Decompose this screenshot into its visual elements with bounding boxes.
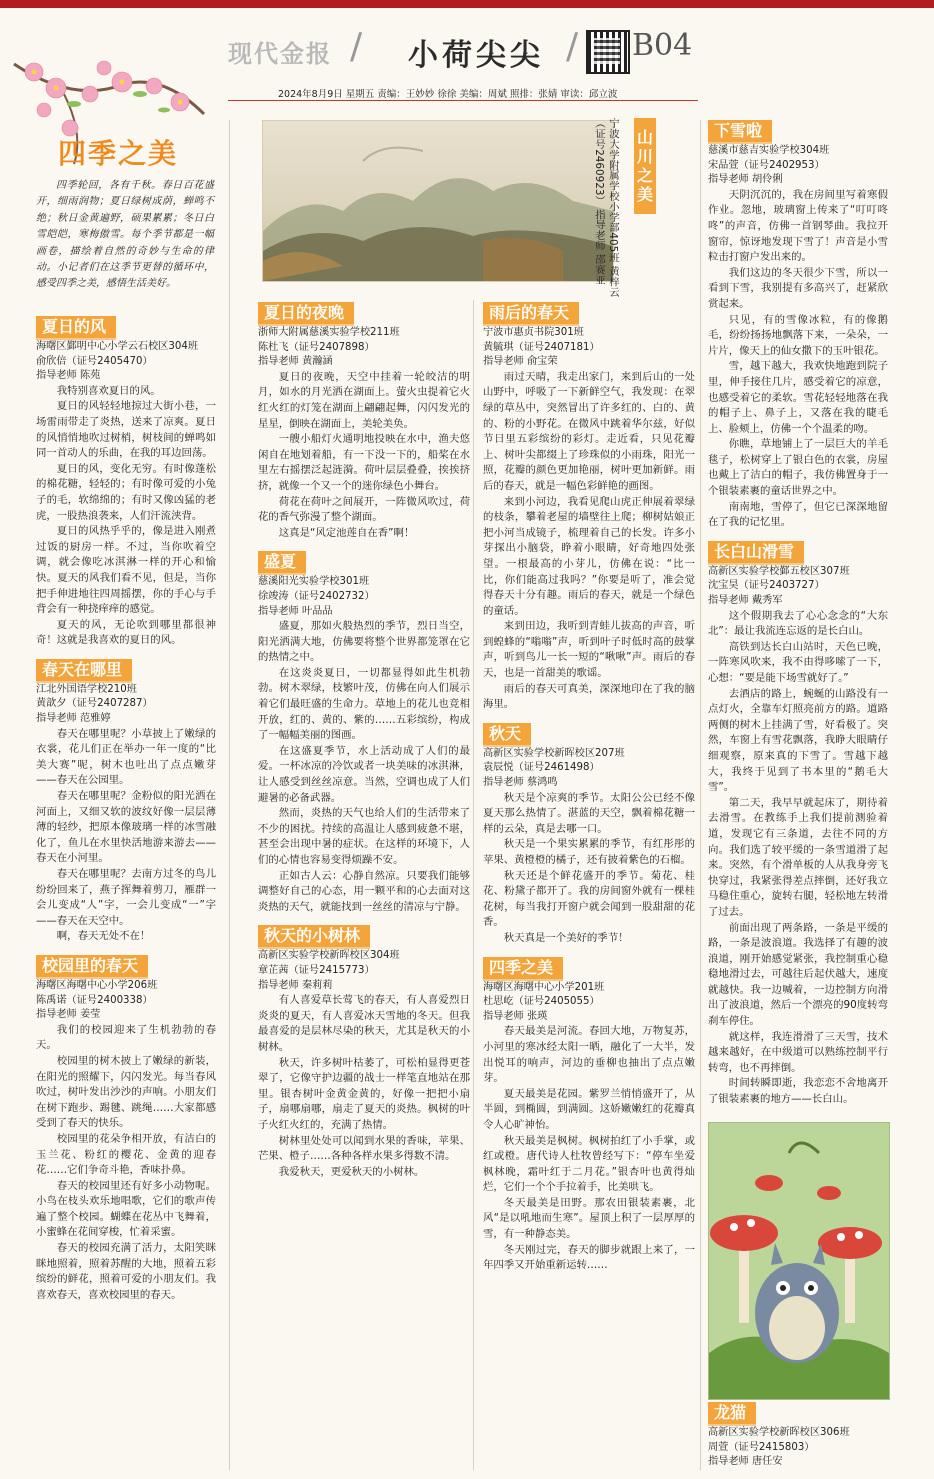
paragraph: 夏日的风轻轻地掠过大街小巷，一场雷雨带走了炎热，送来了凉爽。夏日的风悄悄地吹过树梢，树枝间的蝉鸣如同一首动人的乐曲，在我的耳边回荡。: [36, 400, 216, 460]
paragraph: 天阴沉沉的，我在房间里写着寒假作业。忽地，玻璃窗上传来了“叮叮咚咚”的声音，仿佛一首钢琴曲。我拉开窗帘，惊讶地发现下雪了！声音是小雪粒击打窗户发出来的。: [708, 188, 888, 264]
paragraph: 你瞧，草地铺上了一层巨大的羊毛毯子，松树穿上了银白色的衣裳，房屋也戴上了洁白的帽子，我仿佛置身于一个银装素裹的童话世界之中。: [708, 438, 888, 498]
paragraph: 这个假期我去了心心念念的“大东北”：最让我流连忘返的是长白山。: [708, 609, 888, 638]
top-red-bar: [0, 0, 934, 8]
article-snowing: [708, 120, 888, 1108]
article-school: 海曙区海曙中心小学201班: [483, 981, 605, 993]
article-school: 慈溪阳光实验学校301班: [258, 576, 370, 588]
column-divider: [473, 300, 474, 1470]
paragraph: 雪，越下越大，我欢快地跑到院子里，伸手接住几片，感受着它的凉意，也感受着它的柔软。雪花轻轻地落在我的帽子上、鼻子上，又落在我的睫毛上、脸颊上，仿佛一个个温柔的吻。: [708, 360, 888, 435]
paragraph: 我爱秋天，更爱秋天的小树林。: [278, 1165, 425, 1178]
article-title: 长白山滑雪: [708, 541, 804, 563]
totoro-mushroom-image: [709, 1123, 889, 1399]
article-school: 慈溪市慈吉实验学校304班: [708, 145, 830, 156]
article-author: 俞欣倍（证号2405470）: [36, 355, 153, 367]
article-teacher: 指导老师 戴秀军: [708, 595, 783, 607]
article-teacher: 指导老师 姜莹: [36, 1009, 101, 1021]
article-author: 黄歆夕（证号2407287）: [36, 698, 153, 710]
paragraph: 秋天最美是枫树。枫树拍红了小手掌，或红或橙。唐代诗人杜牧曾经写下：“停车坐爱枫林晚，霜叶红于二月花。”银杏叶也黄得灿烂，它们一个个手拉着手，比美哄飞。: [483, 1134, 695, 1194]
paragraph: 去酒店的路上，蜿蜒的山路没有一点灯火，全靠车灯照亮前方的路。道路两侧的树木上挂满了雪，好看极了。突然，车窗上有雪花飘落，我睁大眼睛仔细观察，原来真的下雪了。雪越下越大，我终于见到了书本里的“鹅毛大雪”。: [708, 687, 888, 794]
paragraph: 一艘小船灯火通明地投映在水中，渔夫悠闲自在地划着船，有一下没一下的，船桨在水里左右摇摆泛起涟漪。荷叶层层叠叠，挨挨挤挤，就像一个又一个的迷你绿色小舞台。: [258, 433, 470, 492]
paragraph: 第二天，我早早就起床了，期待着去滑雪。在教练手上我们提前测验着道，发现它有三条道，去往不同的方向。我们选了较平缓的一条雪道滑了起来。突然，有个滑单板的人从我身旁飞快穿过，我紧张得差点摔倒，还好我立马稳住重心，旋转右腿，轻松地左转滑了过去。: [708, 796, 888, 918]
article-school: 浙师大附属慈溪实验学校211班: [258, 327, 400, 338]
paragraph: 啊，春天无处不在！: [56, 930, 151, 943]
article-title: 夏日的夜晚: [258, 302, 354, 324]
paragraph: 夏天的风，无论吹到哪里都很神奇！这就是我喜欢的夏日的风。: [36, 618, 216, 647]
paragraph: 高铁到达长白山站时，天色已晚，一阵寒风吹来，我不由得哆嗦了一下，心想：“要是能下场雪就好了。”: [708, 640, 888, 684]
article-summer-night: [258, 302, 470, 1180]
totoro-drawing: [708, 1122, 890, 1400]
article-title: 雨后的春天: [483, 302, 579, 324]
paragraph: 春天的校园里还有好多小动物呢。小鸟在枝头欢乐地唱歌，它们的歌声传遍了整个校园。蝴蝶在花丛中飞舞着，小蜜蜂在花间穿梭，忙着采蜜。: [36, 1179, 216, 1239]
article-teacher: 指导老师 叶品品: [258, 605, 333, 617]
header-rule: [228, 100, 698, 101]
paragraph: 夏天最美是花园。紫罗兰悄悄盛开了，从半圆，到椭圆，到满圆。这娇嫩嫩红的花瓣真令人心旷神怡。: [483, 1087, 695, 1131]
article-teacher: 指导老师 秦莉莉: [258, 979, 333, 991]
article-author: 宋品萱（证号2402953）: [708, 159, 825, 171]
article-author: 杜思屹（证号2405055）: [483, 996, 600, 1008]
article-title: 龙猫: [708, 1402, 756, 1424]
paragraph: 春天在哪里呢？金粉似的阳光洒在河面上，又细又软的波纹好像一层层薄薄的轻纱，把原本像玻璃一样的冰雪融化了，鱼儿在水里快活地游来游去——春天在小河里。: [36, 790, 216, 865]
article-teacher: 指导老师 俞宝荣: [483, 356, 558, 368]
paragraph: 校园里的树木披上了嫩绿的新装，在阳光的照耀下，闪闪发光。每当春风吹过，树叶发出沙沙的声响。小朋友们在树下跑步、踢毽、跳绳……大家都感受到了春天的快乐。: [36, 1054, 216, 1130]
paragraph: 雨后的春天可真美，深深地印在了我的脑海里。: [483, 682, 695, 711]
article-summer-wind: [36, 316, 216, 1303]
article-title: 四季之美: [483, 957, 563, 979]
article-school: 宁波市惠贞书院301班: [483, 327, 584, 338]
paragraph: 秋天真是一个美好的季节！: [503, 931, 629, 944]
article-title: 秋天: [483, 723, 531, 745]
article-totoro: [708, 1402, 888, 1470]
paragraph: 春天的校园充满了活力，太阳笑眯眯地照着，照着苏醒的大地，照着五彩缤纷的鲜花，照着可爱的小朋友们。我喜欢春天，喜欢校园里的春天。: [36, 1242, 216, 1301]
article-teacher: 指导老师 蔡鸿鸣: [483, 777, 558, 789]
paragraph: 春天最美是河流。春回大地，万物复苏，小河里的寒冰经太阳一晒，融化了一大半，发出悦耳的响声，河边的垂柳也抽出了点点嫩芽。: [483, 1025, 695, 1085]
paragraph: 在这炎炎夏日，一切都显得如此生机勃勃。树木翠绿，枝繁叶茂，仿佛在向人们展示着它们最旺盛的生命力。草地上的花儿也竞相开放，红的、黄的、紫的……五彩缤纷，构成了一幅幅美丽的图画。: [258, 666, 470, 742]
article-author: 黄毓琪（证号2407181）: [483, 341, 600, 353]
paragraph: 秋天，许多树叶枯萎了，可松柏显得更苍翠了，它像守护边疆的战士一样笔直地站在那里。银杏树叶金黄金黄的，好像一把把小扇子，扇哪扇哪，扇走了夏天的炎热。枫树的叶子火红火红的，充满了热情。: [258, 1056, 470, 1131]
article-title: 下雪啦: [708, 120, 772, 142]
article-title: 校园里的春天: [36, 955, 148, 977]
paragraph: 夏日的风，变化无穷。有时像蓬松的棉花糖，轻轻的；有时像可爱的小兔子的毛，软绵绵的；有时又像凶猛的老虎，一股热浪袭来，人们汗流浃背。: [36, 462, 216, 522]
paragraph: 盛夏，那如火般热烈的季节，烈日当空，阳光洒满大地，仿佛要将整个世界都笼罩在它的热情之中。: [258, 620, 470, 664]
article-author: 周萱（证号2415803）: [708, 1441, 815, 1453]
article-teacher: 指导老师 黄瀚涵: [258, 356, 333, 368]
article-author: 沈宝昊（证号2403727）: [708, 580, 825, 592]
article-title: 秋天的小树林: [258, 925, 370, 947]
article-school: 海曙区鄞明中心小学云石校区304班: [36, 341, 199, 352]
qr-code-icon: [586, 30, 630, 74]
article-teacher: 指导老师 胡伶俐: [708, 174, 783, 186]
column-divider: [229, 120, 230, 1470]
paragraph: 树林里处处可以闻到水果的香味，苹果、芒果、橙子……各种各样水果多得数不清。: [258, 1134, 470, 1163]
article-title: 夏日的风: [36, 316, 116, 338]
article-teacher: 指导老师 张瑛: [483, 1010, 548, 1022]
divider-slash: /: [350, 26, 363, 67]
article-school: 海曙区海曙中心小学206班: [36, 979, 158, 991]
article-school: 高新区实验学校新晖校区306班: [708, 1427, 850, 1438]
paragraph: 冬天刚过完，春天的脚步就跟上来了，一年四季又开始重新运转……: [483, 1243, 695, 1272]
paragraph: 时间转瞬即逝，我恋恋不舍地离开了银装素裹的地方——长白山。: [708, 1077, 888, 1106]
paragraph: 来到田边，我听到青蛙儿拔高的声音，听到蝗蜂的“嗡嗡”声，听到叶子时低时高的鼓掌声，听到鸟儿一长一短的“啾啾”声。雨后的春天，也是一首甜美的歌谣。: [483, 620, 695, 680]
editor-credits: 2024年8月9日 星期五 责编：王妙妙 徐徐 美编：周斌 照排：张婧 审读：邱立波: [278, 89, 618, 100]
section-heading: 四季之美: [58, 137, 179, 170]
brand-name: 现代金报: [228, 40, 332, 68]
article-school: 江北外国语学校210班: [36, 683, 137, 695]
article-author: 陈杜飞（证号2407898）: [258, 341, 375, 353]
intro-text: 四季轮回，各有千秋。春日百花盛开，细雨润物；夏日绿树成荫，蝉鸣不绝；秋日金黄遍野，硕果累累；冬日白雪皑皑，寒梅傲雪。每个季节都是一幅画卷，描绘着自然的奇妙与生命的律动。小记者们在这季节更替的循环中，感受四季之美，感悟生活美好。: [36, 180, 214, 290]
paragraph: 南南地，雪停了，但它已深深地留在了我的记忆里。: [708, 500, 888, 529]
article-title: 盛夏: [258, 551, 306, 573]
page-number: B04: [632, 28, 693, 63]
paragraph: 来到小河边，我看见爬山虎正伸展着翠绿的枝条，攀着老屋的墙壁往上爬；柳树姑娘正把小河当成镜子，梳理着自己的长发。许多小芽探出小脑袋，睁着小眼睛，好奇地四处张望。一根最高的小芽儿，仿佛在说：“比一比，你们能高过我吗？”你要是听了，准会觉得春天十分有趣。雨后的春天，就是一个绿色的童话。: [483, 495, 695, 617]
article-author: 袁辰悦（证号2461498）: [483, 762, 600, 774]
paragraph: 只见，有的雪像冰粒，有的像鹅毛，纷纷扬扬地飘落下来，一朵朵，一片片，像天上的仙女撒下的玉叶银花。: [708, 313, 888, 357]
paragraph: 校园里的花朵争相开放，有洁白的玉兰花、粉红的樱花、金黄的迎春花……它们争奇斗艳，香味扑鼻。: [36, 1132, 216, 1177]
paragraph: 冬天最美是田野。那农田银装素裹，北风“是以吼地而生寒”。屋顶上积了一层厚厚的雪，有一种静态美。: [483, 1196, 695, 1241]
mountain-ink-image: [263, 121, 613, 281]
paragraph: 前面出现了两条路，一条是平缓的路，一条是波浪道。我选择了有趣的波浪道，刚开始感觉紧张，我控制重心稳稳地滑过去，可越往后起伏越大，速度就越快。我一边喊着，一边控制方向滑出了波浪道，然后一个漂亮的90度转弯刹车停住。: [708, 921, 888, 1028]
paragraph: 夏日的夜晚，天空中挂着一轮皎洁的明月，如水的月光洒在湖面上。萤火虫提着它火红火红的灯笼在湖面上翩翩起舞，闪闪发光的星星，倒映在湖面上，美轮美奂。: [258, 370, 470, 430]
painting-title: 山川之美: [634, 118, 656, 214]
paragraph: 春天在哪里呢？小草披上了嫩绿的衣裳，花儿们正在举办一年一度的“比美大赛”呢，树木也吐出了点点嫩芽——春天在公园里。: [36, 727, 216, 787]
article-author: 徐竣涛（证号2402732）: [258, 590, 375, 602]
paragraph: 夏日的风热乎乎的，像是进入刚煮过饭的厨房一样。不过，当你吹着空调，就会像吃冰淇淋一样的开心和愉快。夏天的风我们看不见，但是，当你把手伸进地往四周摇摆，你的手心与手背会有一种挠痒痒的感觉。: [36, 525, 216, 616]
paragraph: 然而，炎热的天气也给人们的生活带来了不少的困扰。持续的高温让人感到疲惫不堪，甚至会出现中暑的症状。在这样的环境下，人们的心情也容易变得烦躁不安。: [258, 807, 470, 866]
article-school: 高新区实验学校新晖校区304班: [258, 950, 400, 962]
section-title: 小荷尖尖: [408, 38, 544, 73]
article-author: 陈禹诺（证号2400338）: [36, 994, 153, 1006]
paragraph: 正如古人云：心静自然凉。只要我们能够调整好自己的心态，用一颗平和的心去面对这炎热的天气，就能找到一丝丝的清凉与宁静。: [258, 869, 470, 913]
paragraph: 秋天是个凉爽的季节。太阳公公已经不像夏天那么热情了。湛蓝的天空，飘着棉花糖一样的云朵，真是去哪一口。: [483, 791, 695, 835]
paragraph: 秋天还是个鲜花盛开的季节。菊花、桂花、粉黛子都开了。我的房间窗外就有一棵桂花树，每当我打开窗户就会闻到一股甜甜的花香。: [483, 869, 695, 929]
paragraph: 荷花在荷叶之间展开，一阵微风吹过，荷花的香气弥漫了整个湖面。: [258, 495, 470, 524]
landscape-painting: [262, 120, 614, 282]
paragraph: 我特别喜欢夏日的风。: [56, 384, 161, 397]
paragraph: 雨过天晴，我走出家门，来到后山的一处山野中，呼吸了一下新鲜空气，我发现：在翠绿的草丛中，突然冒出了许多红的、白的、黄的、粉的小野花。在微风中跳着华尔兹，好似节日里五彩缤纷的彩灯。走近看，只见花瓣上、树叶尖都缀上了珍珠似的小雨珠，阳光一照，花瓣的颜色更加艳丽，树叶更加新鲜。雨后的春天，就是一幅色彩鲜艳的画图。: [483, 370, 695, 492]
paragraph: 有人喜爱草长莺飞的春天，有人喜爱烈日炎炎的夏天，有人喜爱冰天雪地的冬天。但我最喜爱的是层林尽染的秋天，尤其是秋天的小树林。: [258, 994, 470, 1053]
article-teacher: 指导老师 唐任安: [708, 1456, 783, 1468]
article-school: 高新区实验学校新晖校区207班: [483, 747, 625, 759]
divider-slash: /: [566, 26, 579, 67]
article-teacher: 指导老师 陈苑: [36, 370, 101, 382]
article-title: 春天在哪里: [36, 659, 132, 681]
paragraph: 秋天是一个果实累累的季节，有红彤彤的苹果、黄橙橙的橘子，还有披着紫色的石榴。: [483, 838, 695, 866]
article-author: 章芷茜（证号2415773）: [258, 964, 375, 976]
article-after-rain: [483, 302, 695, 1274]
article-teacher: 指导老师 范雅婷: [36, 713, 111, 725]
intro-paragraph: [36, 178, 214, 293]
paragraph: 就这样，我连滑滑了三天雪，技术越来越好，在中级道可以熟练控制平行转弯，也不再摔倒。: [708, 1030, 888, 1074]
paragraph: 这真是“风定池莲自在香”啊！: [278, 526, 415, 539]
paragraph: 我们这边的冬天很少下雪，所以一看到下雪，我别提有多高兴了，赶紧欣赏起来。: [708, 266, 888, 310]
paragraph: 在这盛夏季节，水上活动成了人们的最爱。一杯冰凉的冷饮或者一块美味的冰淇淋，让人感受到丝丝凉意。当然，空调也成了人们避暑的必备武器。: [258, 744, 470, 804]
painting-byline: 宁波大学附属学校小学部405班 黄梓云（证号2460923） 指导老师 邵赛亚: [593, 118, 619, 298]
column-divider: [700, 120, 701, 1470]
article-school: 高新区实验学校鄞五校区307班: [708, 565, 850, 577]
paragraph: 我们的校园迎来了生机勃勃的春天。: [36, 1023, 216, 1052]
paragraph: 春天在哪里呢？去南方过冬的鸟儿纷纷回来了，燕子挥舞着剪刀，雁群一会儿变成“人”字，一会儿变成“一”字——春天在天空中。: [36, 868, 216, 927]
